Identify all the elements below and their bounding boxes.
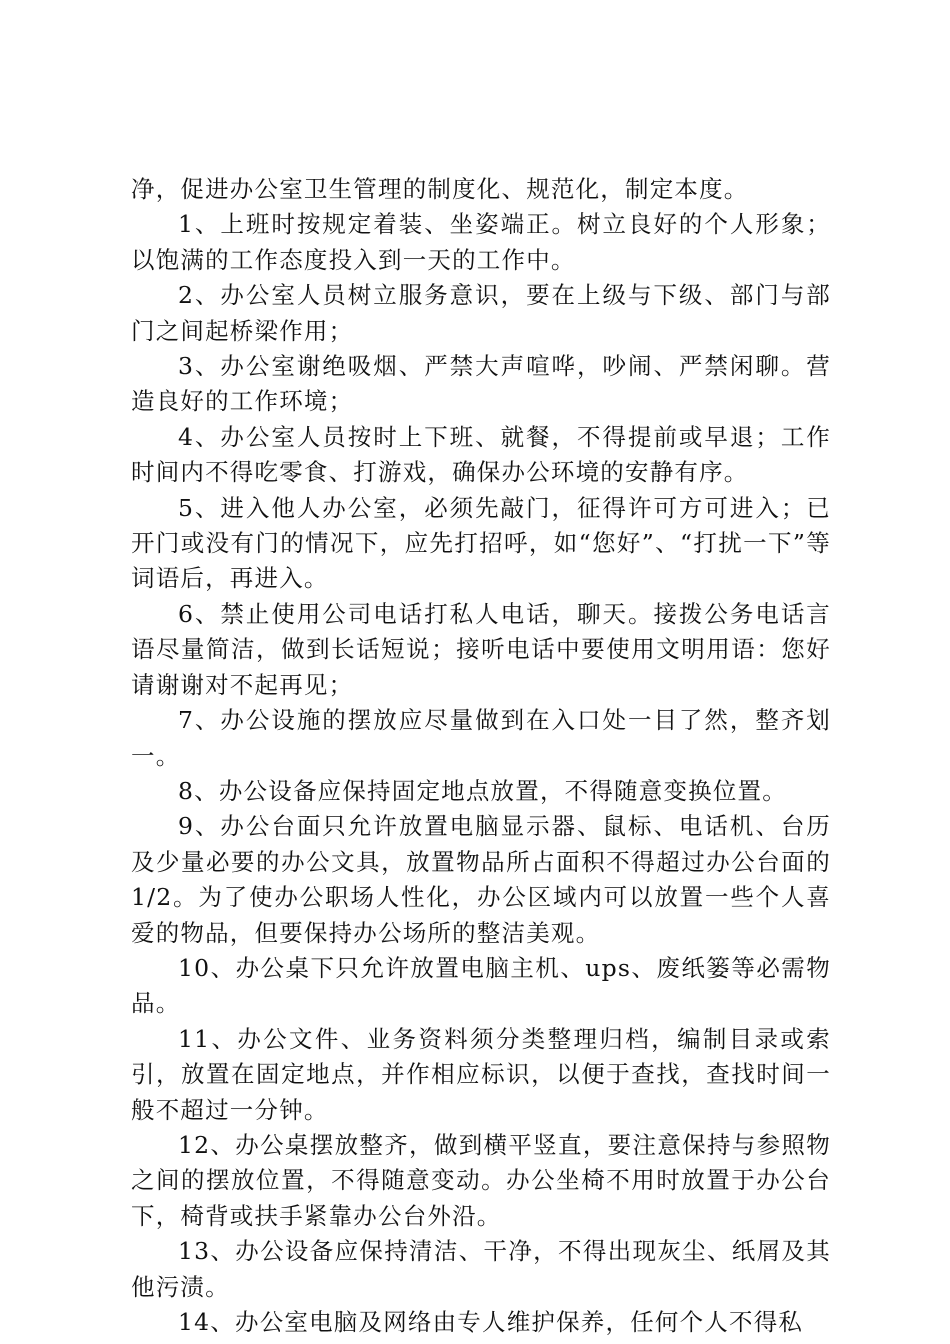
rule-item-1: 1、上班时按规定着装、坐姿端正。树立良好的个人形象；以饱满的工作态度投入到一天的工作中。 bbox=[131, 210, 831, 274]
document-body bbox=[131, 172, 831, 1340]
rule-item-2: 2、办公室人员树立服务意识，要在上级与下级、部门与部门之间起桥梁作用； bbox=[131, 281, 831, 345]
paragraph-intro-continuation: 净，促进办公室卫生管理的制度化、规范化，制定本度。 bbox=[131, 175, 749, 203]
rule-item-6: 6、禁止使用公司电话打私人电话，聊天。接拨公务电话言语尽量简洁，做到长话短说；接听电话中要使用文明用语：您好请谢谢对不起再见； bbox=[131, 599, 831, 699]
rule-item-11: 11、办公文件、业务资料须分类整理归档，编制目录或索引，放置在固定地点，并作相应标识，以便于查找，查找时间一般不超过一分钟。 bbox=[131, 1024, 831, 1124]
rule-item-13: 13、办公设备应保持清洁、干净，不得出现灰尘、纸屑及其他污渍。 bbox=[131, 1237, 831, 1301]
rule-item-7: 7、办公设施的摆放应尽量做到在入口处一目了然，整齐划一。 bbox=[131, 706, 831, 770]
rule-item-12: 12、办公桌摆放整齐，做到横平竖直，要注意保持与参照物之间的摆放位置，不得随意变动。办公坐椅不用时放置于办公台下，椅背或扶手紧靠办公台外沿。 bbox=[131, 1130, 831, 1230]
rule-item-4: 4、办公室人员按时上下班、就餐，不得提前或早退；工作时间内不得吃零食、打游戏，确保办公环境的安静有序。 bbox=[131, 422, 831, 487]
rule-item-14: 14、办公室电脑及网络由专人维护保养，任何个人不得私 bbox=[178, 1308, 804, 1336]
rule-item-5: 5、进入他人办公室，必须先敲门，征得许可方可进入；已开门或没有门的情况下，应先打招呼，如“您好”、“打扰一下”等词语后，再进入。 bbox=[131, 493, 831, 593]
rule-item-10: 10、办公桌下只允许放置电脑主机、ups、废纸篓等必需物品。 bbox=[131, 953, 831, 1018]
rule-item-8: 8、办公设备应保持固定地点放置，不得随意变换位置。 bbox=[178, 776, 787, 805]
rule-item-3: 3、办公室谢绝吸烟、严禁大声喧哗，吵闹、严禁闲聊。营造良好的工作环境； bbox=[131, 352, 831, 416]
rule-item-9: 9、办公台面只允许放置电脑显示器、鼠标、电话机、台历及少量必要的办公文具，放置物品所占面积不得超过办公台面的1/2。为了使办公职场人性化，办公区域内可以放置一些个人喜爱的物品，但要保持办公场所的整洁美观。 bbox=[131, 812, 831, 947]
